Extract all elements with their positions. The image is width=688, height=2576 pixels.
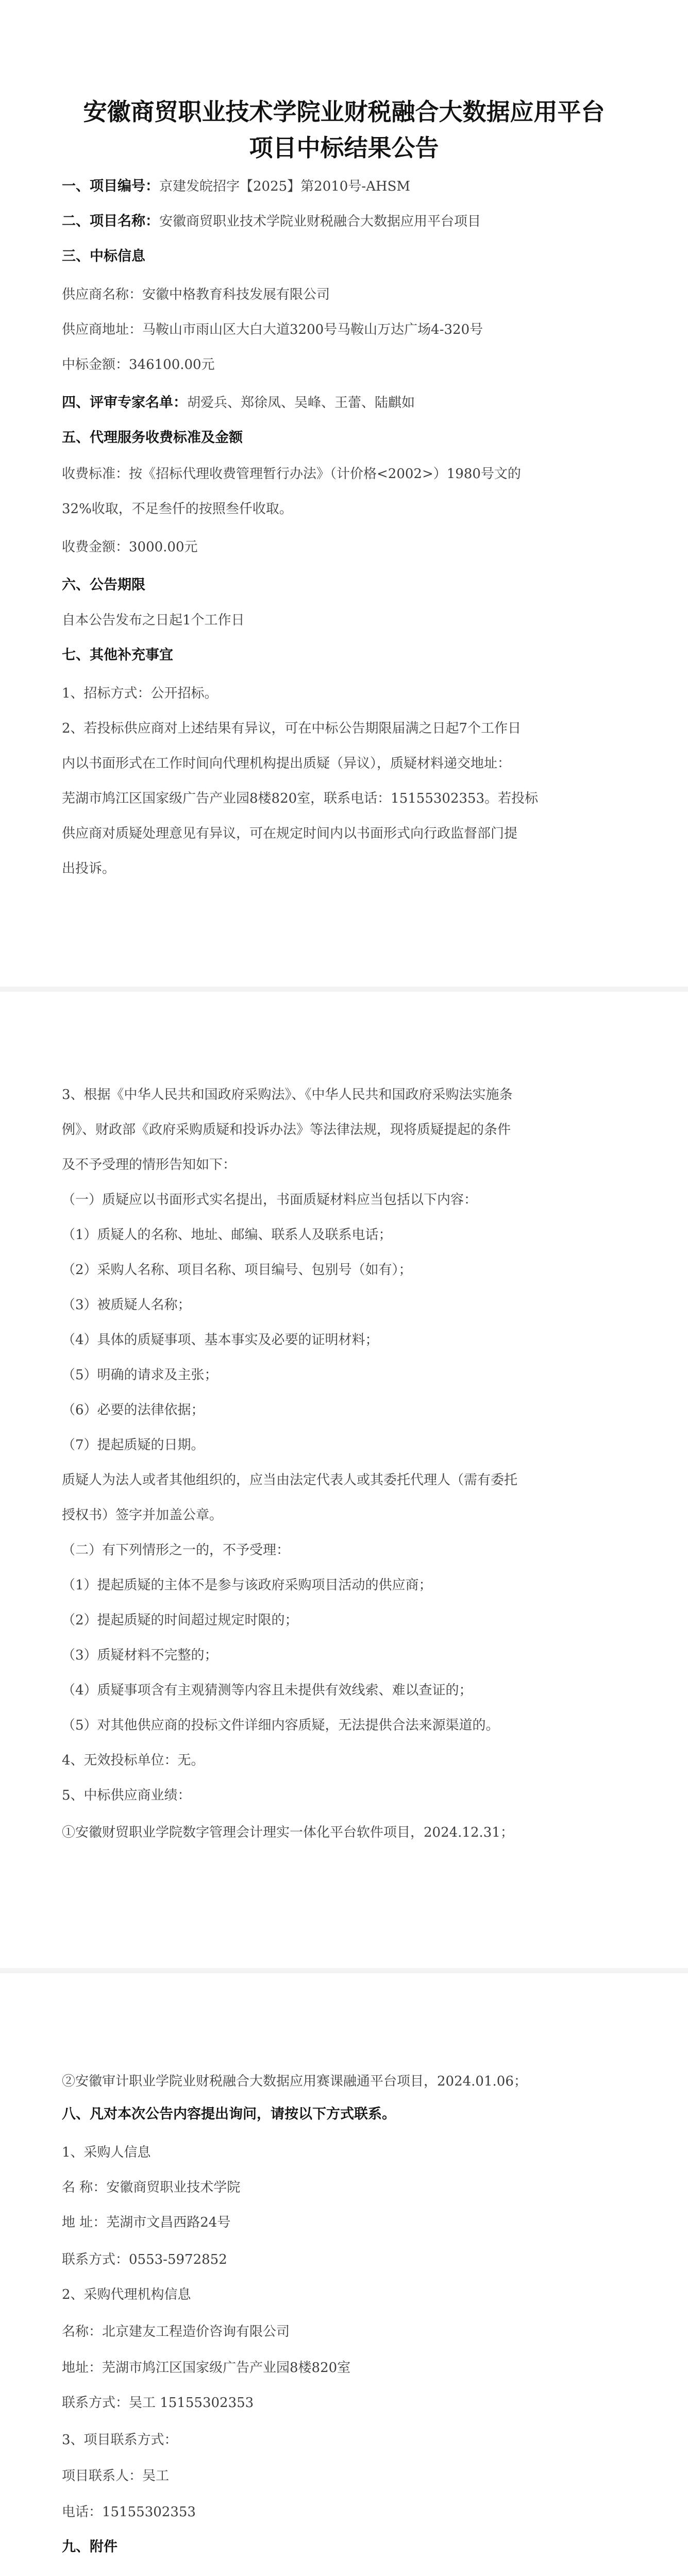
project-number-value: 京建发皖招字【2025】第2010号-AHSM <box>159 179 411 194</box>
agency-phone: 联系方式：吴工 15155302353 <box>62 2395 254 2411</box>
purchaser-phone: 联系方式：0553-5972852 <box>62 2252 227 2267</box>
section-9-heading: 九、附件 <box>62 2539 118 2555</box>
expert-list <box>62 393 631 413</box>
section-8-heading: 八、凡对本次公告内容提出询问，请按以下方式联系。 <box>62 2106 396 2122</box>
clause-2-heading: （二）有下列情形之一的，不予受理： <box>62 1543 290 1558</box>
performance-item-1: ①安徽财贸职业学院数字管理会计理实一体化平台软件项目，2024.12.31； <box>62 1825 514 1840</box>
clause-1-item: （7）提起质疑的日期。 <box>62 1437 205 1453</box>
clause-1-item: （6）必要的法律依据； <box>62 1402 205 1418</box>
document-title-line-1: 安徽商贸职业技术学院业财税融合大数据应用平台 <box>83 98 605 126</box>
project-number <box>62 176 631 197</box>
clause-2-item: （4）质疑事项含有主观猜测等内容且未提供有效线索、难以查证的； <box>62 1683 473 1698</box>
announcement-period: 自本公告发布之日起1个工作日 <box>62 613 245 628</box>
contact-title: 3、项目联系方式： <box>62 2432 178 2448</box>
clause-2-item: （3）质疑材料不完整的； <box>62 1648 218 1663</box>
section-7-heading: 七、其他补充事宜 <box>62 647 173 663</box>
agency-address: 地址：芜湖市鸠江区国家级广告产业园8楼820室 <box>62 2360 351 2376</box>
clause-1-heading: （一）质疑应以书面形式实名提出，书面质疑材料应当包括以下内容： <box>62 1192 478 1208</box>
legal-basis-line-2: 例》、财政部《政府采购质疑和投诉办法》等法律法规，现将质疑提起的条件 <box>62 1122 511 1138</box>
purchaser-address: 地 址：芜湖市文昌西路24号 <box>62 2215 231 2230</box>
objection-line-2: 内以书面形式在工作时间向代理机构提出质疑（异议），质疑材料递交地址： <box>62 756 511 771</box>
clause-2-item: （1）提起质疑的主体不是参与该政府采购项目活动的供应商； <box>62 1578 432 1593</box>
winning-amount: 中标金额：346100.00元 <box>62 357 215 372</box>
supplier-address: 供应商地址：马鞍山市雨山区大白大道3200号马鞍山万达广场4-320号 <box>62 322 483 337</box>
objection-line-4: 供应商对质疑处理意见有异议，可在规定时间内以书面形式向行政监督部门提 <box>62 826 518 841</box>
agency-name: 名称：北京建友工程造价咨询有限公司 <box>62 2324 290 2340</box>
fee-amount: 收费金额：3000.00元 <box>62 539 198 555</box>
document-page-2 <box>0 992 688 1968</box>
document-page-1 <box>0 0 688 987</box>
clause-2-item: （2）提起质疑的时间超过规定时限的； <box>62 1613 298 1628</box>
project-name <box>62 211 631 232</box>
signature-line-1: 质疑人为法人或者其他组织的，应当由法定代表人或其委托代理人（需有委托 <box>62 1472 518 1488</box>
purchaser-name: 名 称：安徽商贸职业技术学院 <box>62 2180 241 2195</box>
section-5-heading: 五、代理服务收费标准及金额 <box>62 430 243 446</box>
project-number-label: 一、项目编号： <box>62 178 159 194</box>
legal-basis-line-3: 及不予受理的情形告知如下： <box>62 1157 237 1173</box>
clause-1-item: （1）质疑人的名称、地址、邮编、联系人及联系电话； <box>62 1227 392 1243</box>
supplier-name: 供应商名称：安徽中格教育科技发展有限公司 <box>62 287 330 302</box>
performance-heading: 5、中标供应商业绩： <box>62 1788 191 1803</box>
clause-1-item: （4）具体的质疑事项、基本事实及必要的证明材料； <box>62 1332 379 1348</box>
expert-list-label: 四、评审专家名单： <box>62 395 187 411</box>
section-6-heading: 六、公告期限 <box>62 577 145 593</box>
section-3-heading: 三、中标信息 <box>62 248 145 264</box>
performance-item-2: ②安徽审计职业学院业财税融合大数据应用赛课融通平台项目，2024.01.06； <box>62 2074 527 2089</box>
expert-list-value: 胡爱兵、郑徐凤、吴峰、王蕾、陆麒如 <box>187 395 415 411</box>
document-title-line-2: 项目中标结果公告 <box>249 134 439 162</box>
objection-line-5: 出投诉。 <box>62 861 116 876</box>
legal-basis-line-1: 3、根据《中华人民共和国政府采购法》、《中华人民共和国政府采购法实施条 <box>62 1087 513 1103</box>
clause-1-item: （2）采购人名称、项目名称、项目编号、包别号（如有）； <box>62 1262 412 1278</box>
agency-title: 2、采购代理机构信息 <box>62 2287 191 2302</box>
objection-line-3: 芜湖市鸠江区国家级广告产业园8楼820室，联系电话：15155302353。若投标 <box>62 791 539 806</box>
clause-1-item: （3）被质疑人名称； <box>62 1297 191 1313</box>
contact-person: 项目联系人：吴工 <box>62 2468 170 2484</box>
project-name-value: 安徽商贸职业技术学院业财税融合大数据应用平台项目 <box>159 214 481 229</box>
clause-2-item: （5）对其他供应商的投标文件详细内容质疑，无法提供合法来源渠道的。 <box>62 1718 499 1733</box>
purchaser-title: 1、采购人信息 <box>62 2145 151 2160</box>
invalid-bidders: 4、无效投标单位：无。 <box>62 1753 205 1768</box>
signature-line-2: 授权书）签字并加盖公章。 <box>62 1507 223 1523</box>
project-name-label: 二、项目名称： <box>62 213 159 229</box>
fee-standard-line-1: 收费标准：按《招标代理收费管理暂行办法》（计价格<2002>）1980号文的 <box>62 466 521 482</box>
clause-1-item: （5）明确的请求及主张； <box>62 1367 218 1383</box>
contact-phone: 电话：15155302353 <box>62 2504 196 2520</box>
objection-line-1: 2、若投标供应商对上述结果有异议，可在中标公告期限届满之日起7个工作日 <box>62 721 522 736</box>
attachment-link[interactable] <box>62 2574 631 2576</box>
bidding-method: 1、招标方式：公开招标。 <box>62 686 218 701</box>
fee-standard-line-2: 32%收取，不足叁仟的按照叁仟收取。 <box>62 501 293 517</box>
document-page-3 <box>0 1973 688 2576</box>
